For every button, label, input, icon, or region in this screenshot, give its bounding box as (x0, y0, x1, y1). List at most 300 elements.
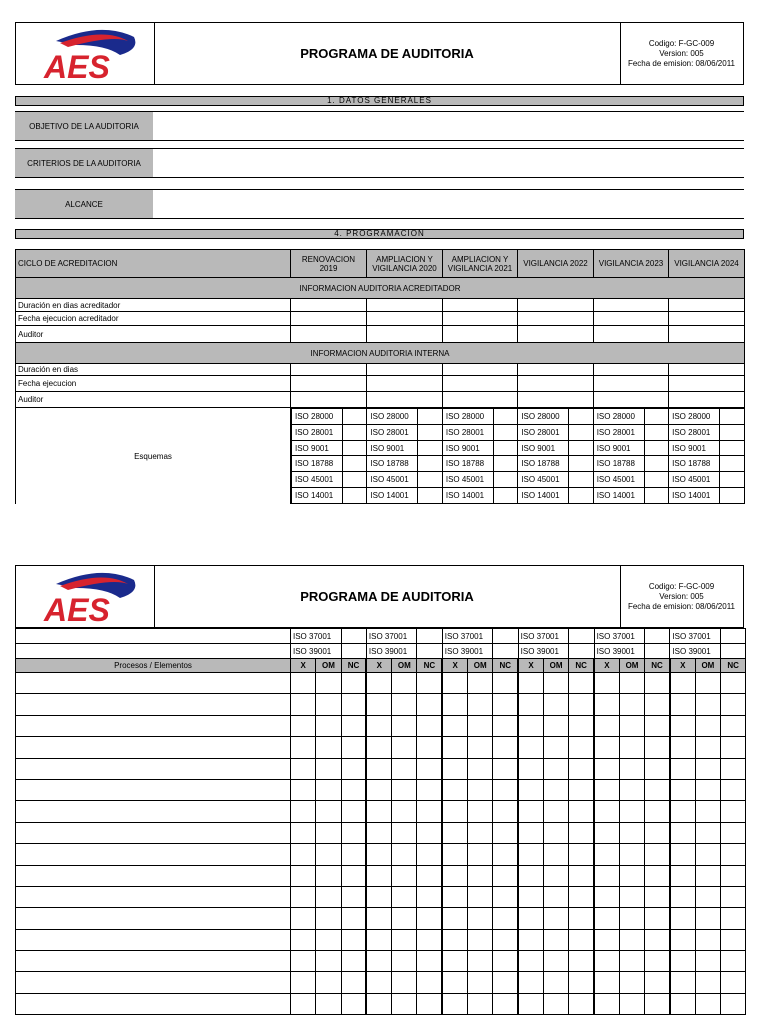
check-cell[interactable] (366, 694, 391, 715)
esquema-checkbox[interactable] (568, 488, 592, 503)
check-cell[interactable] (417, 886, 442, 907)
esquema-checkbox[interactable] (719, 488, 743, 503)
esquema-checkbox[interactable] (721, 644, 746, 659)
check-cell[interactable] (721, 951, 746, 972)
check-cell[interactable] (417, 779, 442, 800)
check-cell[interactable] (645, 822, 670, 843)
check-cell[interactable] (695, 993, 720, 1014)
check-cell[interactable] (493, 822, 518, 843)
check-cell[interactable] (392, 779, 417, 800)
check-cell[interactable] (366, 972, 391, 993)
check-cell[interactable] (442, 673, 467, 694)
check-cell[interactable] (316, 865, 341, 886)
proceso-cell[interactable] (16, 694, 291, 715)
check-cell[interactable] (619, 694, 644, 715)
check-cell[interactable] (721, 694, 746, 715)
check-cell[interactable] (493, 908, 518, 929)
check-cell[interactable] (442, 972, 467, 993)
check-cell[interactable] (695, 673, 720, 694)
check-cell[interactable] (392, 993, 417, 1014)
check-cell[interactable] (721, 993, 746, 1014)
check-cell[interactable] (543, 972, 568, 993)
esquema-checkbox[interactable] (342, 409, 366, 424)
check-cell[interactable] (543, 908, 568, 929)
check-cell[interactable] (366, 822, 391, 843)
esquema-checkbox[interactable] (719, 409, 743, 424)
check-cell[interactable] (442, 758, 467, 779)
check-cell[interactable] (645, 993, 670, 1014)
check-cell[interactable] (721, 929, 746, 950)
check-cell[interactable] (695, 694, 720, 715)
check-cell[interactable] (366, 715, 391, 736)
proceso-cell[interactable] (16, 972, 291, 993)
proceso-cell[interactable] (16, 673, 291, 694)
check-cell[interactable] (468, 737, 493, 758)
check-cell[interactable] (493, 758, 518, 779)
check-cell[interactable] (291, 865, 316, 886)
check-cell[interactable] (341, 972, 366, 993)
check-cell[interactable] (468, 844, 493, 865)
check-cell[interactable] (619, 673, 644, 694)
check-cell[interactable] (569, 801, 594, 822)
check-cell[interactable] (468, 779, 493, 800)
check-cell[interactable] (569, 737, 594, 758)
check-cell[interactable] (468, 822, 493, 843)
check-cell[interactable] (543, 673, 568, 694)
esquema-checkbox[interactable] (568, 425, 592, 440)
check-cell[interactable] (518, 737, 543, 758)
check-cell[interactable] (721, 972, 746, 993)
check-cell[interactable] (645, 865, 670, 886)
check-cell[interactable] (619, 951, 644, 972)
esquema-checkbox[interactable] (644, 441, 668, 456)
check-cell[interactable] (291, 908, 316, 929)
check-cell[interactable] (670, 779, 695, 800)
check-cell[interactable] (619, 929, 644, 950)
check-cell[interactable] (366, 865, 391, 886)
esquema-checkbox[interactable] (417, 456, 441, 471)
check-cell[interactable] (645, 779, 670, 800)
proceso-cell[interactable] (16, 865, 291, 886)
esquema-checkbox[interactable] (417, 488, 441, 503)
proceso-cell[interactable] (16, 779, 291, 800)
esquema-checkbox[interactable] (493, 644, 518, 659)
esquema-checkbox[interactable] (417, 644, 442, 659)
check-cell[interactable] (518, 801, 543, 822)
check-cell[interactable] (316, 951, 341, 972)
check-cell[interactable] (695, 801, 720, 822)
esquema-checkbox[interactable] (342, 472, 366, 487)
check-cell[interactable] (341, 715, 366, 736)
esquema-checkbox[interactable] (644, 425, 668, 440)
check-cell[interactable] (442, 929, 467, 950)
check-cell[interactable] (468, 865, 493, 886)
check-cell[interactable] (392, 801, 417, 822)
check-cell[interactable] (619, 715, 644, 736)
check-cell[interactable] (670, 801, 695, 822)
check-cell[interactable] (569, 908, 594, 929)
check-cell[interactable] (721, 801, 746, 822)
check-cell[interactable] (670, 822, 695, 843)
esquema-checkbox[interactable] (417, 409, 441, 424)
check-cell[interactable] (468, 694, 493, 715)
check-cell[interactable] (366, 993, 391, 1014)
esquema-checkbox[interactable] (342, 441, 366, 456)
check-cell[interactable] (442, 801, 467, 822)
check-cell[interactable] (695, 822, 720, 843)
check-cell[interactable] (670, 844, 695, 865)
check-cell[interactable] (569, 929, 594, 950)
check-cell[interactable] (721, 673, 746, 694)
esquema-checkbox[interactable] (568, 409, 592, 424)
check-cell[interactable] (518, 865, 543, 886)
check-cell[interactable] (291, 951, 316, 972)
check-cell[interactable] (543, 993, 568, 1014)
check-cell[interactable] (543, 737, 568, 758)
check-cell[interactable] (442, 779, 467, 800)
check-cell[interactable] (442, 993, 467, 1014)
check-cell[interactable] (594, 865, 619, 886)
check-cell[interactable] (721, 737, 746, 758)
check-cell[interactable] (619, 822, 644, 843)
check-cell[interactable] (594, 801, 619, 822)
check-cell[interactable] (442, 865, 467, 886)
check-cell[interactable] (518, 758, 543, 779)
check-cell[interactable] (518, 972, 543, 993)
check-cell[interactable] (392, 929, 417, 950)
check-cell[interactable] (291, 715, 316, 736)
check-cell[interactable] (619, 758, 644, 779)
check-cell[interactable] (392, 822, 417, 843)
esquema-checkbox[interactable] (417, 472, 441, 487)
check-cell[interactable] (442, 951, 467, 972)
check-cell[interactable] (341, 844, 366, 865)
check-cell[interactable] (594, 779, 619, 800)
check-cell[interactable] (468, 673, 493, 694)
check-cell[interactable] (493, 715, 518, 736)
check-cell[interactable] (366, 908, 391, 929)
check-cell[interactable] (645, 929, 670, 950)
check-cell[interactable] (645, 737, 670, 758)
check-cell[interactable] (619, 737, 644, 758)
check-cell[interactable] (569, 758, 594, 779)
check-cell[interactable] (543, 886, 568, 907)
check-cell[interactable] (594, 758, 619, 779)
esquema-checkbox[interactable] (568, 472, 592, 487)
check-cell[interactable] (721, 715, 746, 736)
check-cell[interactable] (695, 908, 720, 929)
check-cell[interactable] (645, 801, 670, 822)
check-cell[interactable] (543, 758, 568, 779)
check-cell[interactable] (594, 673, 619, 694)
check-cell[interactable] (417, 673, 442, 694)
check-cell[interactable] (594, 993, 619, 1014)
esquema-checkbox[interactable] (719, 472, 743, 487)
check-cell[interactable] (569, 951, 594, 972)
proceso-cell[interactable] (16, 822, 291, 843)
check-cell[interactable] (518, 694, 543, 715)
check-cell[interactable] (341, 886, 366, 907)
check-cell[interactable] (594, 929, 619, 950)
check-cell[interactable] (543, 951, 568, 972)
check-cell[interactable] (569, 694, 594, 715)
check-cell[interactable] (493, 801, 518, 822)
check-cell[interactable] (366, 844, 391, 865)
check-cell[interactable] (291, 779, 316, 800)
check-cell[interactable] (645, 673, 670, 694)
check-cell[interactable] (619, 886, 644, 907)
check-cell[interactable] (670, 758, 695, 779)
check-cell[interactable] (316, 779, 341, 800)
esquema-checkbox[interactable] (342, 488, 366, 503)
check-cell[interactable] (493, 951, 518, 972)
check-cell[interactable] (518, 951, 543, 972)
check-cell[interactable] (442, 844, 467, 865)
check-cell[interactable] (316, 929, 341, 950)
check-cell[interactable] (316, 694, 341, 715)
check-cell[interactable] (569, 886, 594, 907)
check-cell[interactable] (569, 673, 594, 694)
check-cell[interactable] (695, 715, 720, 736)
check-cell[interactable] (645, 758, 670, 779)
proceso-cell[interactable] (16, 844, 291, 865)
check-cell[interactable] (518, 993, 543, 1014)
check-cell[interactable] (695, 951, 720, 972)
proceso-cell[interactable] (16, 801, 291, 822)
check-cell[interactable] (316, 844, 341, 865)
check-cell[interactable] (721, 886, 746, 907)
check-cell[interactable] (392, 972, 417, 993)
proceso-cell[interactable] (16, 758, 291, 779)
check-cell[interactable] (291, 822, 316, 843)
esquema-checkbox[interactable] (644, 456, 668, 471)
proceso-cell[interactable] (16, 908, 291, 929)
esquema-checkbox[interactable] (645, 629, 670, 644)
check-cell[interactable] (721, 779, 746, 800)
esquema-checkbox[interactable] (342, 425, 366, 440)
check-cell[interactable] (341, 951, 366, 972)
check-cell[interactable] (670, 737, 695, 758)
check-cell[interactable] (518, 673, 543, 694)
check-cell[interactable] (619, 844, 644, 865)
check-cell[interactable] (291, 737, 316, 758)
esquema-checkbox[interactable] (493, 409, 517, 424)
check-cell[interactable] (291, 844, 316, 865)
check-cell[interactable] (316, 758, 341, 779)
check-cell[interactable] (670, 865, 695, 886)
check-cell[interactable] (291, 993, 316, 1014)
check-cell[interactable] (721, 822, 746, 843)
check-cell[interactable] (442, 886, 467, 907)
esquema-checkbox[interactable] (341, 629, 366, 644)
check-cell[interactable] (645, 908, 670, 929)
check-cell[interactable] (695, 929, 720, 950)
check-cell[interactable] (417, 801, 442, 822)
check-cell[interactable] (619, 779, 644, 800)
check-cell[interactable] (316, 886, 341, 907)
check-cell[interactable] (341, 673, 366, 694)
check-cell[interactable] (341, 801, 366, 822)
check-cell[interactable] (392, 694, 417, 715)
check-cell[interactable] (543, 801, 568, 822)
check-cell[interactable] (468, 715, 493, 736)
check-cell[interactable] (543, 715, 568, 736)
esquema-checkbox[interactable] (493, 456, 517, 471)
check-cell[interactable] (341, 908, 366, 929)
esquema-checkbox[interactable] (493, 425, 517, 440)
check-cell[interactable] (341, 694, 366, 715)
check-cell[interactable] (316, 972, 341, 993)
check-cell[interactable] (645, 886, 670, 907)
check-cell[interactable] (543, 844, 568, 865)
check-cell[interactable] (645, 715, 670, 736)
esquema-checkbox[interactable] (417, 441, 441, 456)
check-cell[interactable] (670, 673, 695, 694)
check-cell[interactable] (316, 908, 341, 929)
check-cell[interactable] (645, 844, 670, 865)
check-cell[interactable] (341, 822, 366, 843)
check-cell[interactable] (366, 737, 391, 758)
check-cell[interactable] (442, 822, 467, 843)
proceso-cell[interactable] (16, 737, 291, 758)
esquema-checkbox[interactable] (644, 472, 668, 487)
check-cell[interactable] (417, 929, 442, 950)
proceso-cell[interactable] (16, 929, 291, 950)
check-cell[interactable] (721, 844, 746, 865)
check-cell[interactable] (316, 822, 341, 843)
check-cell[interactable] (645, 951, 670, 972)
check-cell[interactable] (468, 951, 493, 972)
check-cell[interactable] (493, 673, 518, 694)
check-cell[interactable] (695, 779, 720, 800)
check-cell[interactable] (670, 694, 695, 715)
proceso-cell[interactable] (16, 951, 291, 972)
check-cell[interactable] (721, 758, 746, 779)
check-cell[interactable] (442, 908, 467, 929)
check-cell[interactable] (417, 822, 442, 843)
check-cell[interactable] (670, 929, 695, 950)
check-cell[interactable] (468, 758, 493, 779)
check-cell[interactable] (594, 908, 619, 929)
check-cell[interactable] (417, 694, 442, 715)
check-cell[interactable] (316, 737, 341, 758)
check-cell[interactable] (493, 844, 518, 865)
check-cell[interactable] (518, 844, 543, 865)
check-cell[interactable] (366, 951, 391, 972)
criterios-field[interactable] (15, 148, 744, 178)
check-cell[interactable] (366, 929, 391, 950)
check-cell[interactable] (594, 886, 619, 907)
check-cell[interactable] (645, 972, 670, 993)
check-cell[interactable] (670, 951, 695, 972)
check-cell[interactable] (366, 779, 391, 800)
check-cell[interactable] (316, 801, 341, 822)
check-cell[interactable] (291, 694, 316, 715)
esquema-checkbox[interactable] (341, 644, 366, 659)
check-cell[interactable] (341, 993, 366, 1014)
check-cell[interactable] (316, 993, 341, 1014)
check-cell[interactable] (569, 779, 594, 800)
esquema-checkbox[interactable] (719, 441, 743, 456)
proceso-cell[interactable] (16, 993, 291, 1014)
check-cell[interactable] (366, 673, 391, 694)
check-cell[interactable] (468, 993, 493, 1014)
check-cell[interactable] (670, 715, 695, 736)
esquema-checkbox[interactable] (719, 425, 743, 440)
esquema-checkbox[interactable] (417, 425, 441, 440)
check-cell[interactable] (695, 972, 720, 993)
check-cell[interactable] (594, 972, 619, 993)
check-cell[interactable] (670, 886, 695, 907)
check-cell[interactable] (493, 737, 518, 758)
check-cell[interactable] (543, 865, 568, 886)
check-cell[interactable] (366, 886, 391, 907)
esquema-checkbox[interactable] (568, 456, 592, 471)
check-cell[interactable] (442, 694, 467, 715)
check-cell[interactable] (468, 886, 493, 907)
check-cell[interactable] (493, 972, 518, 993)
check-cell[interactable] (670, 908, 695, 929)
check-cell[interactable] (442, 715, 467, 736)
check-cell[interactable] (695, 844, 720, 865)
esquema-checkbox[interactable] (645, 644, 670, 659)
check-cell[interactable] (619, 865, 644, 886)
check-cell[interactable] (493, 993, 518, 1014)
check-cell[interactable] (417, 993, 442, 1014)
objetivo-field[interactable] (15, 111, 744, 141)
check-cell[interactable] (392, 908, 417, 929)
esquema-checkbox[interactable] (342, 456, 366, 471)
check-cell[interactable] (468, 801, 493, 822)
check-cell[interactable] (493, 694, 518, 715)
check-cell[interactable] (569, 993, 594, 1014)
check-cell[interactable] (392, 951, 417, 972)
check-cell[interactable] (366, 801, 391, 822)
check-cell[interactable] (341, 929, 366, 950)
check-cell[interactable] (366, 758, 391, 779)
check-cell[interactable] (518, 779, 543, 800)
check-cell[interactable] (442, 737, 467, 758)
check-cell[interactable] (291, 673, 316, 694)
check-cell[interactable] (569, 844, 594, 865)
check-cell[interactable] (493, 886, 518, 907)
check-cell[interactable] (316, 673, 341, 694)
check-cell[interactable] (695, 758, 720, 779)
check-cell[interactable] (493, 865, 518, 886)
check-cell[interactable] (417, 865, 442, 886)
esquema-checkbox[interactable] (493, 488, 517, 503)
esquema-checkbox[interactable] (493, 441, 517, 456)
check-cell[interactable] (518, 908, 543, 929)
check-cell[interactable] (417, 758, 442, 779)
check-cell[interactable] (291, 929, 316, 950)
check-cell[interactable] (291, 972, 316, 993)
check-cell[interactable] (518, 929, 543, 950)
check-cell[interactable] (670, 972, 695, 993)
check-cell[interactable] (594, 951, 619, 972)
esquema-checkbox[interactable] (568, 441, 592, 456)
check-cell[interactable] (341, 737, 366, 758)
proceso-cell[interactable] (16, 886, 291, 907)
check-cell[interactable] (417, 737, 442, 758)
check-cell[interactable] (468, 908, 493, 929)
check-cell[interactable] (291, 801, 316, 822)
check-cell[interactable] (695, 737, 720, 758)
alcance-field[interactable] (15, 189, 744, 219)
check-cell[interactable] (721, 908, 746, 929)
check-cell[interactable] (392, 715, 417, 736)
check-cell[interactable] (569, 865, 594, 886)
